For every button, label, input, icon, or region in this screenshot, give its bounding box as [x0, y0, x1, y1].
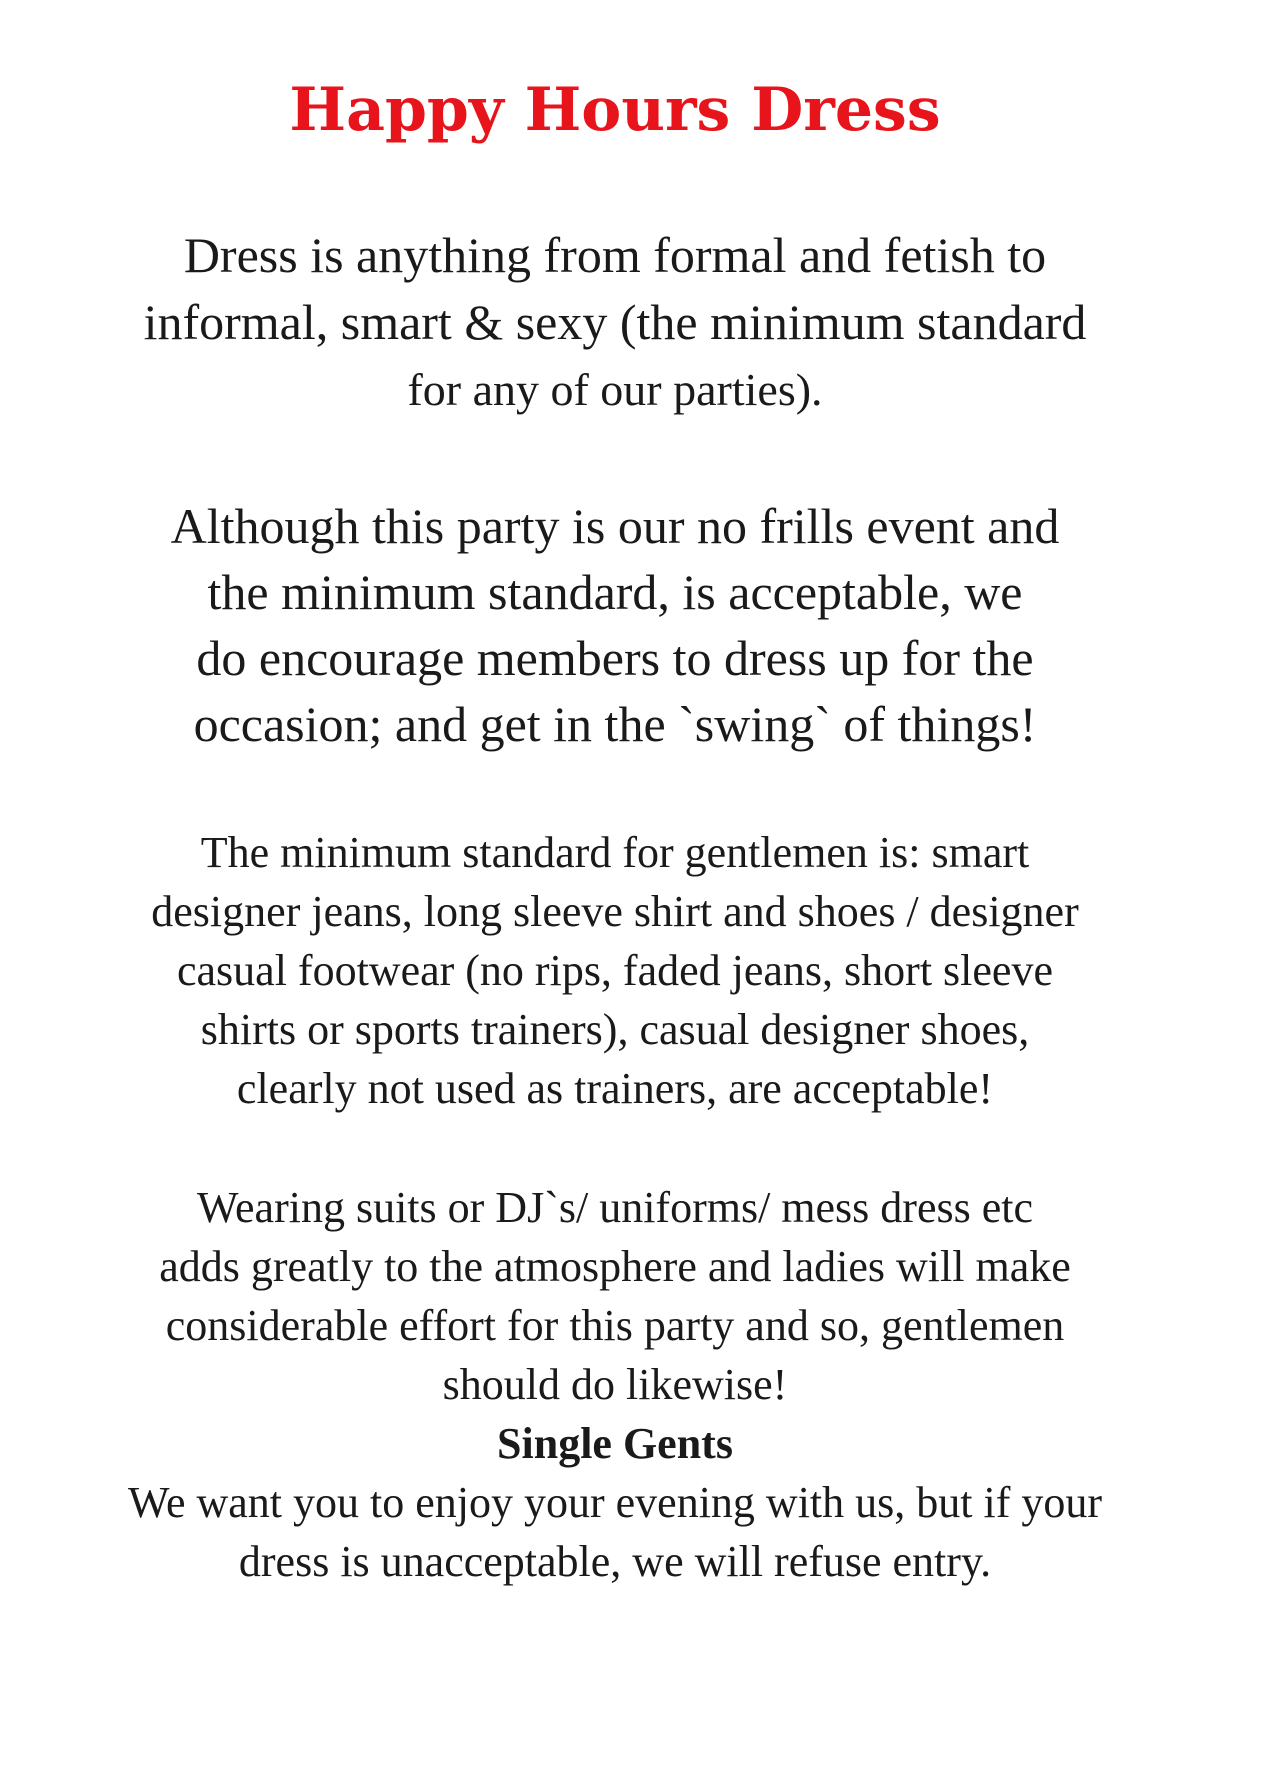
suits-and-single-gents-section	[0, 1178, 1230, 1591]
text-line: The minimum standard for gentlemen is: smart	[200, 828, 1030, 877]
gentlemen-standard-paragraph	[0, 823, 1230, 1118]
text-line: dress is unacceptable, we will refuse entry.	[238, 1537, 992, 1586]
text-line: adds greatly to the atmosphere and ladies will make	[159, 1242, 1071, 1291]
text-line: Dress is anything from formal and fetish to	[183, 227, 1047, 283]
text-line: Wearing suits or DJ`s/ uniforms/ mess dress etc	[197, 1183, 1033, 1232]
text-line: the minimum standard, is acceptable, we	[207, 564, 1023, 620]
single-gents-heading: Single Gents	[497, 1419, 733, 1468]
text-line: shirts or sports trainers), casual designer shoes,	[200, 1005, 1030, 1054]
text-line: for any of our parties).	[407, 364, 823, 415]
page-title: Happy Hours Dress	[289, 75, 941, 145]
text-line: considerable effort for this party and so, gentlemen	[165, 1301, 1065, 1350]
encouragement-paragraph	[0, 493, 1230, 757]
text-line: informal, smart & sexy (the minimum standard	[143, 294, 1087, 350]
text-line: We want you to enjoy your evening with us, but if your	[127, 1478, 1103, 1527]
text-line: designer jeans, long sleeve shirt and shoes / designer	[151, 887, 1079, 936]
text-line: should do likewise!	[442, 1360, 788, 1409]
text-line: do encourage members to dress up for the	[196, 630, 1034, 686]
text-line: occasion; and get in the `swing` of things!	[193, 696, 1037, 752]
dress-intro-paragraph	[0, 222, 1230, 423]
text-line: Although this party is our no frills event and	[170, 498, 1060, 554]
text-line: clearly not used as trainers, are acceptable!	[236, 1064, 994, 1113]
text-line: casual footwear (no rips, faded jeans, short sleeve	[176, 946, 1053, 995]
